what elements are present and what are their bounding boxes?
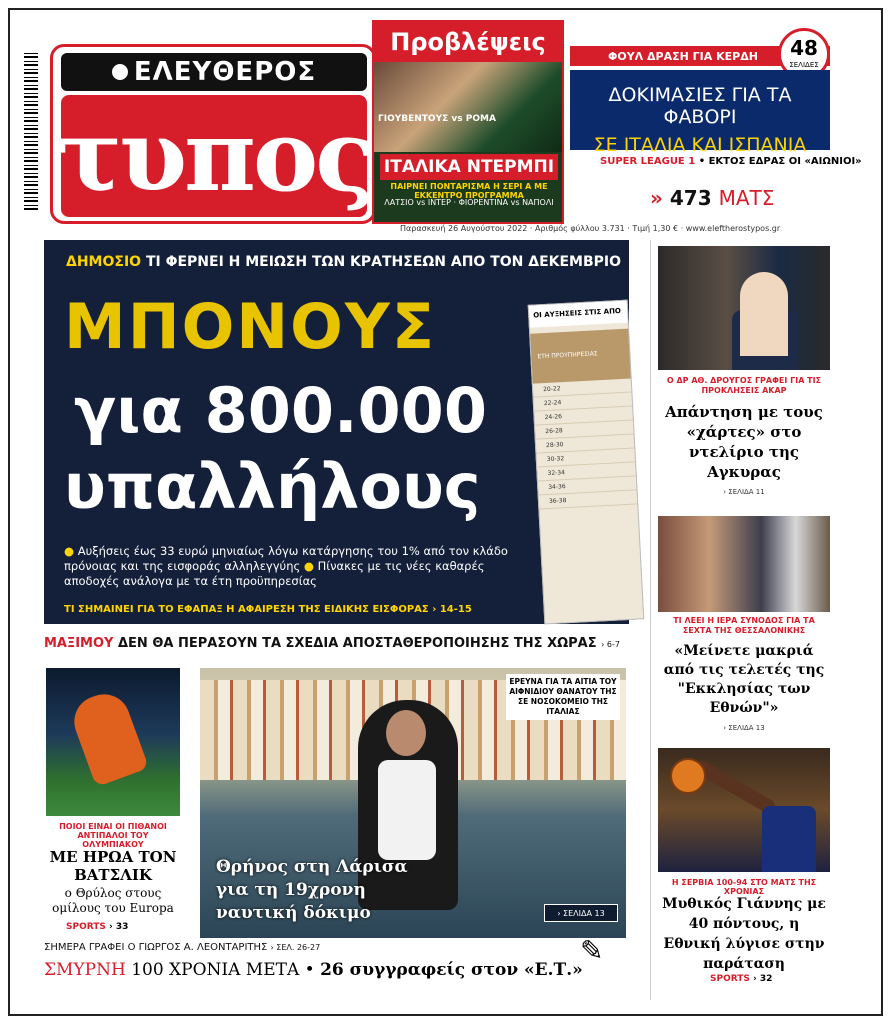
predictions-sub: ΠΑΙΡΝΕΙ ΠΟΝΤΑΡΙΣΜΑ Η ΣΕΡΙ Α ΜΕ ΕΚΚΕΝΤΡΟ ΠΡΟΓΡΑΜΜΑ [390,182,548,200]
dot-icon [112,64,128,80]
table-row: 20-22 [533,379,632,398]
larisa-line1: Θρήνος στη Λάρισα [216,857,408,877]
predictions-banner: ΙΤΑΛΙΚΑ ΝΤΕΡΜΠΙ [380,154,558,180]
gk-headline: ΜΕ ΗΡΩΑ ΤΟΝ ΒΑΤΣΛΙΚ [49,848,177,884]
larisa-tag: ΕΡΕΥΝΑ ΓΙΑ ΤΑ ΑΙΤΙΑ ΤΟΥ ΑΙΦΝΙΔΙΟΥ ΘΑΝΑΤΟΥ ΤΗΣ ΣΕ ΝΟΣΟΚΟΜΕΙΟ ΤΗΣ ΙΤΑΛΙΑΣ [506,674,620,720]
today-writes [44,942,320,953]
top-right-line2: ΣΕ ΙΤΑΛΙΑ ΚΑΙ ΙΣΠΑΝΙΑ [593,134,807,156]
larisa-page: › ΣΕΛΙΔΑ 13 [544,904,618,922]
synod-photo [658,516,830,612]
matches-number: 473 [669,186,712,210]
masthead [50,44,376,224]
top-right-line1: ΔΟΚΙΜΑΣΙΕΣ ΓΙΑ ΤΑ ΦΑΒΟΡΙ [608,84,792,128]
masthead-logo: τυπος [61,95,367,217]
top-right-headline [570,70,830,156]
table-row: 32-34 [537,462,636,481]
larisa-headline [216,856,408,925]
salary-table-image [528,300,645,625]
football-photo [374,62,562,152]
masthead-top-text: ΕΛΕΥΘΕΡΟΣ [133,57,317,87]
right-sports-page: › 32 [753,974,773,984]
larisa-line3: ναυτική δόκιμο [216,903,371,923]
masthead-top [61,53,367,91]
newspaper-front-page [8,8,883,1016]
player-jersey [762,806,816,872]
predictions-title: Προβλέψεις [374,22,562,62]
today-text: ΣΗΜΕΡΑ ΓΡΑΦΕΙ Ο ΓΙΩΡΓΟΣ Α. ΛΕΟΝΤΑΡΙΤΗΣ [44,942,268,953]
book-icon: ✎ [580,934,604,967]
right-page-1: › ΣΕΛΙΔΑ 11 [723,488,765,496]
main-headline-1: ΜΠΟΝΟΥΣ [64,290,437,363]
main-kicker [66,254,621,270]
gk-sports [66,922,128,932]
sports-label: SPORTS [66,922,106,932]
gk-kicker: ΠΟΙΟΙ ΕΙΝΑΙ ΟΙ ΠΙΘΑΝΟΙ ΑΝΤΙΠΑΛΟΙ ΤΟΥ ΟΛΥΜΠΙΑΚΟΥ [59,822,167,849]
larisa-line2: για τη 19χρονη [216,880,366,900]
predictions-foot: ΛΑΤΣΙΟ vs ΙΝΤΕΡ · ΦΙΟΡΕΝΤΙΝΑ vs ΝΑΠΟΛΙ [384,198,554,207]
smyrni-line [44,960,583,980]
table-title: ΟΙ ΑΥΞΗΣΕΙΣ ΣΤΙΣ ΑΠΟ [529,301,628,328]
right-kicker-2: ΤΙ ΛΕΕΙ Η ΙΕΡΑ ΣΥΝΟΔΟΣ ΓΙΑ ΤΑ ΣΕΧΤΑ ΤΗΣ ΘΕΣΣΑΛΟΝΙΚΗΣ [673,616,815,635]
superleague-line [600,156,862,167]
maximou-strip [44,636,620,651]
girl-face [386,710,426,756]
barcode [24,50,38,210]
right-headline-1: Απάντηση με τους «χάρτες» στο ντελίριο της Αγκυρας [665,403,823,481]
strip-text: ΔΕΝ ΘΑ ΠΕΡΑΣΟΥΝ ΤΑ ΣΧΕΔΙΑ ΑΠΟΣΤΑΘΕΡΟΠΟΙΗΣΗΣ ΤΗΣ ΧΩΡΑΣ [117,636,597,651]
strip-red: ΜΑΞΙΜΟΥ [44,636,114,651]
superleague-label: SUPER LEAGUE 1 [600,156,696,167]
main-headline-2: για 800.000 [74,374,487,447]
predictions-teams: ΓΙΟΥΒΕΝΤΟΥΣ vs ΡΟΜΑ [378,114,496,124]
right-headline-3: Μυθικός Γιάννης με 40 πόντους, η Εθνική λύγισε στην παράταση [662,896,826,972]
sports-label: SPORTS [710,974,750,984]
main-foot [64,604,472,615]
table-row: 26-28 [535,420,634,439]
bullet-2: Πίνακες με τις νέες καθαρές αποδοχές ανάλογα με τα έτη προϋπηρεσίας [64,559,485,588]
superleague-text: • ΕΚΤΟΣ ΕΔΡΑΣ ΟΙ «ΑΙΩΝΙΟΙ» [698,156,862,167]
smyrni-red: ΣΜΥΡΝΗ [44,960,126,980]
table-row: 30-32 [536,448,635,467]
predictions-box [372,20,564,224]
matches-word: ΜΑΤΣ [718,186,775,210]
right-headline-2: «Μείνετε μακριά από τις τελετές της "Εκκλησίας των Εθνών"» [663,643,825,716]
right-page-2: › ΣΕΛΙΔΑ 13 [723,724,765,732]
right-sports [710,974,772,984]
table-band: ΕΤΗ ΠΡΟΥΠΗΡΕΣΙΑΣ [530,329,630,384]
right-kicker-3: Η ΣΕΡΒΙΑ 100-94 ΣΤΟ ΜΑΤΣ ΤΗΣ ΧΡΟΝΙΑΣ [671,878,817,896]
table-row: 22-24 [534,393,633,412]
main-foot-text: ΤΙ ΣΗΜΑΙΝΕΙ ΓΙΑ ΤΟ ΕΦΑΠΑΞ Η ΑΦΑΙΡΕΣΗ ΤΗΣ ΕΙΔΙΚΗΣ ΕΙΣΦΟΡΑΣ [64,604,429,615]
strip-pages: › 6-7 [601,640,620,649]
top-right-bar: ΦΟΥΛ ΔΡΑΣΗ ΓΙΑ ΚΕΡΔΗ [570,46,830,66]
today-pages: › ΣΕΛ. 26-27 [270,943,321,952]
bullet-icon: ● [303,559,314,573]
person-head [740,272,788,356]
main-kicker-text: ΤΙ ΦΕΡΝΕΙ Η ΜΕΙΩΣΗ ΤΩΝ ΚΡΑΤΗΣΕΩΝ ΑΠΟ ΤΟΝ ΔΕΚΕΜΒΡΙΟ [145,254,622,270]
arrow-icon: » [650,186,663,210]
dateline: Παρασκευή 26 Αυγούστου 2022 · Αριθμός φύλλου 3.731 · Τιμή 1,30 € · www.eleftherostypos.gr [400,224,781,233]
table-row: 24-26 [534,407,633,426]
basketball-icon [670,758,706,794]
table-row: 36-38 [539,490,638,509]
main-headline-3: υπαλλήλους [64,450,481,523]
table-row: 34-36 [538,476,637,495]
matches-count [650,186,774,210]
bullet-1: Αυξήσεις έως 33 ευρώ μηνιαίως λόγω κατάργησης του 1% από τον κλάδο πρόνοιας και της εισφοράς αλληλεγγύης [64,544,508,573]
pages-number: 48 [790,36,818,60]
pages-label: ΣΕΛΙΔΕΣ [789,61,819,69]
right-kicker-1: Ο ΔΡ ΑΘ. ΔΡΟΥΓΟΣ ΓΡΑΦΕΙ ΓΙΑ ΤΙΣ ΠΡΟΚΛΗΣΕΙΣ ΑΚΑΡ [666,376,822,395]
main-bullets [64,544,534,589]
gk-subhead: ο Θρύλος στους ομίλους του Europa [52,886,174,915]
table-rows [533,379,637,510]
smyrni-rest: 100 ΧΡΟΝΙΑ ΜΕΤΑ • [131,960,315,980]
column-divider [650,240,651,1000]
gk-page: › 33 [109,922,129,932]
bullet-icon: ● [64,544,75,558]
main-story [44,240,629,624]
table-row: 28-30 [536,434,635,453]
smyrni-bold: 26 συγγραφείς στον «Ε.Τ.» [320,960,583,980]
main-kicker-red: ΔΗΜΟΣΙΟ [66,254,142,270]
main-foot-pages: › 14-15 [432,604,472,615]
girl-shirt [378,760,436,860]
